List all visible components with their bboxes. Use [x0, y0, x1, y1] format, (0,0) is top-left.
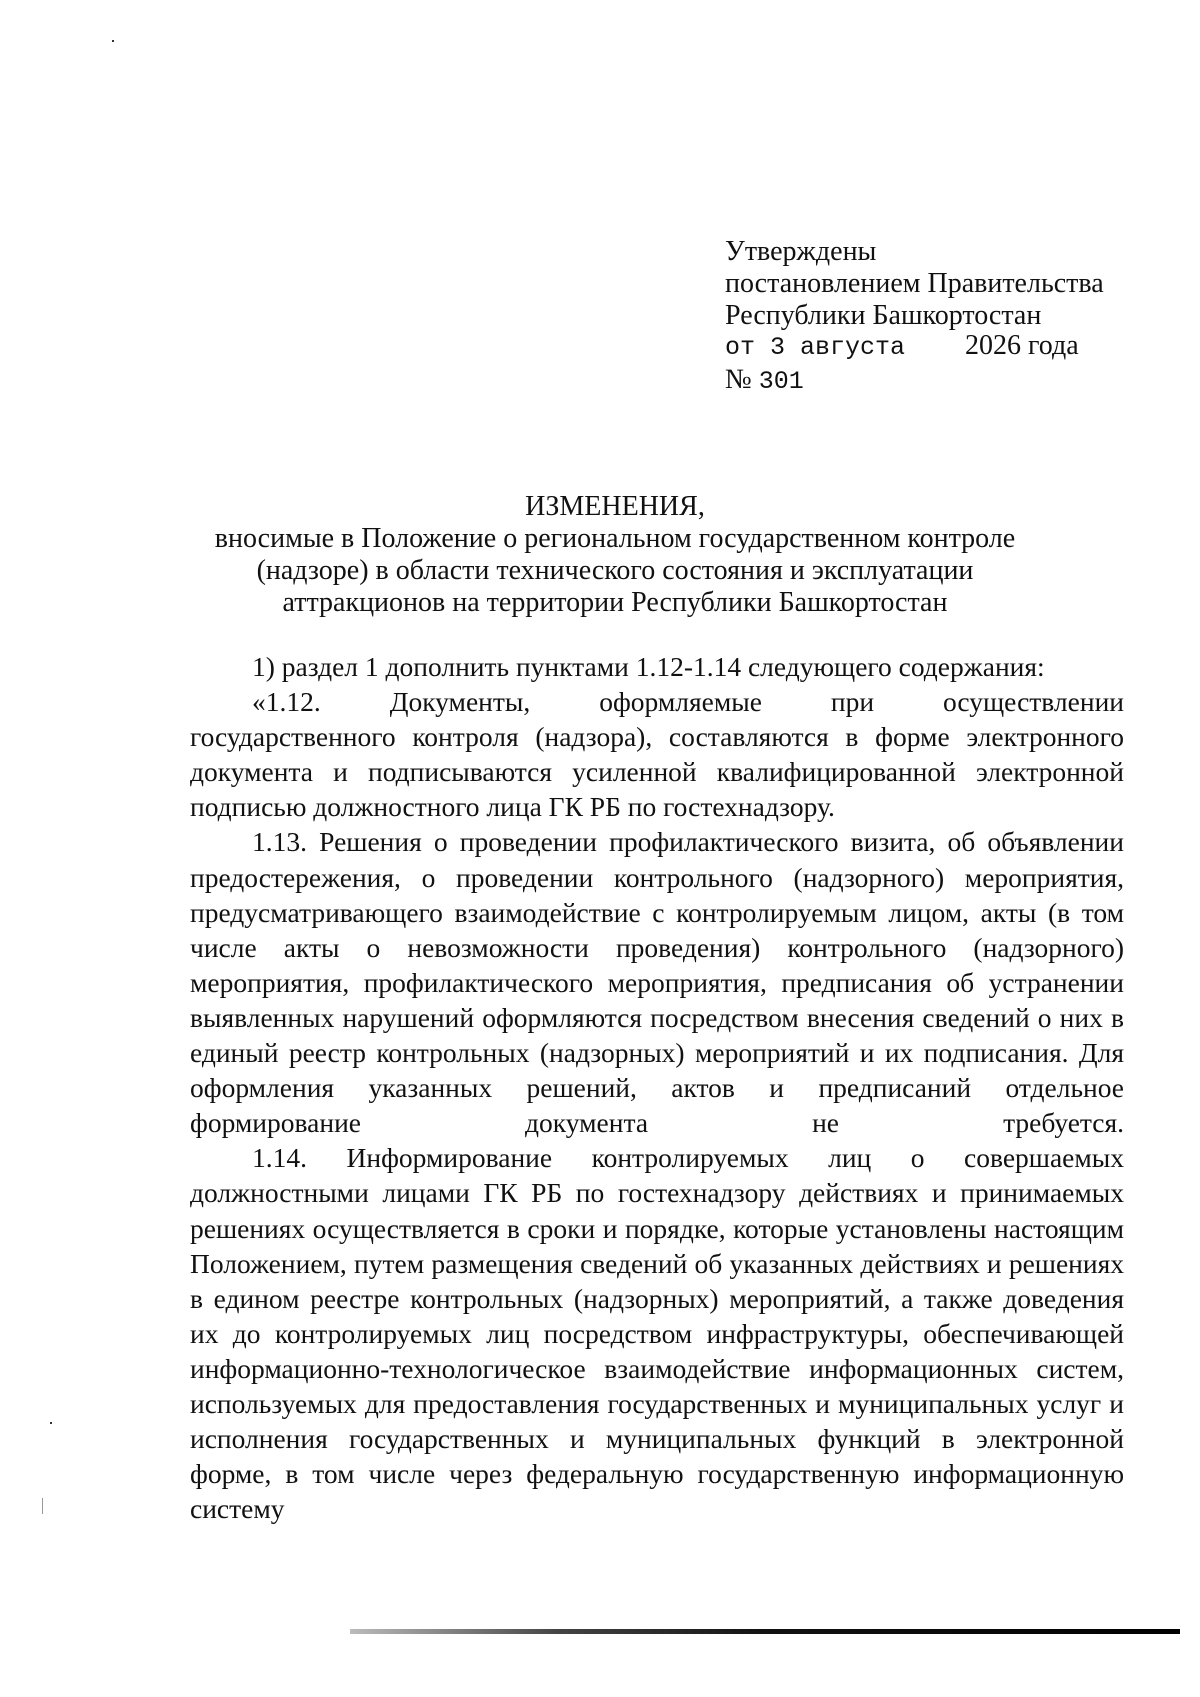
item-1-intro: 1) раздел 1 дополнить пунктами 1.12-1.14 следующего содержания:: [252, 651, 1045, 682]
page-bottom-rule: [350, 1629, 1180, 1634]
approval-date-day-month: 3 августа: [770, 333, 906, 362]
paragraph-1-12-first-line: «1.12. Документы, оформляемые при осуществлении: [252, 686, 1124, 718]
approval-region: Республики Башкортостан: [725, 300, 1042, 331]
approval-number-line: [725, 364, 1145, 398]
document-subtitle-line-2: (надзоре) в области технического состояния и эксплуатации: [256, 555, 974, 586]
approval-date-prefix: от: [725, 333, 756, 362]
document-subtitle-line-3: аттракционов на территории Республики Башкортостан: [282, 587, 948, 618]
paragraph-1-14: 1.14. Информирование контролируемых лиц о совершаемых должностными лицами ГК РБ по гостехнадзору действиях и принимаемых решениях осуществляется в сроки и порядке, которые установлены настоящим Положением, путем размещения сведений об указанных действиях и решениях в едином реестре контрольных (надзорных) мероприятий, а также доведения их до контролируемых лиц посредством инфраструктуры, обеспечивающей информационно-технологическое взаимодействие информационных систем, используемых для предоставления государственных и муниципальных услуг и исполнения государственных и муниципальных функций в электронной форме, в том числе через федеральную государственную информационную систему: [190, 1142, 1124, 1525]
paragraph-1-13: 1.13. Решения о проведении профилактического визита, об объявлении предостережения, о проведении контрольного (надзорного) мероприятия, предусматривающего взаимодействие с контролируемым лицом, акты (в том числе акты о невозможности проведения) контрольного (надзорного) мероприятия, профилактического мероприятия, предписания об устранении выявленных нарушений оформляются посредством внесения сведений о них в единый реестр контрольных (надзорных) мероприятий и их подписания. Для оформления указанных решений, актов и предписаний отдельное формирование документа не требуется.: [190, 826, 1124, 1139]
document-body: [190, 649, 1124, 1526]
scan-speck: [42, 1498, 43, 1514]
approval-block: [725, 236, 1145, 398]
approval-issuer: постановлением Правительства: [725, 268, 1104, 299]
scan-speck: [50, 1422, 52, 1424]
approval-title: Утверждены: [725, 236, 877, 267]
approval-number-sign: №: [725, 364, 752, 395]
document-title: ИЗМЕНЕНИЯ,: [525, 491, 705, 522]
approval-date: [725, 332, 1145, 364]
paragraph-1-12: государственного контроля (надзора), составляются в форме электронного документа и подписываются усиленной квалифицированной электронной подписью должностного лица ГК РБ по гостехнадзору.: [190, 721, 1124, 823]
document-heading: [175, 491, 1055, 619]
document-subtitle-line-1: вносимые в Положение о региональном государственном контроле: [214, 523, 1016, 554]
scan-speck: [112, 40, 114, 42]
approval-number: 301: [758, 367, 804, 396]
approval-date-year: 2026 года: [965, 330, 1079, 361]
